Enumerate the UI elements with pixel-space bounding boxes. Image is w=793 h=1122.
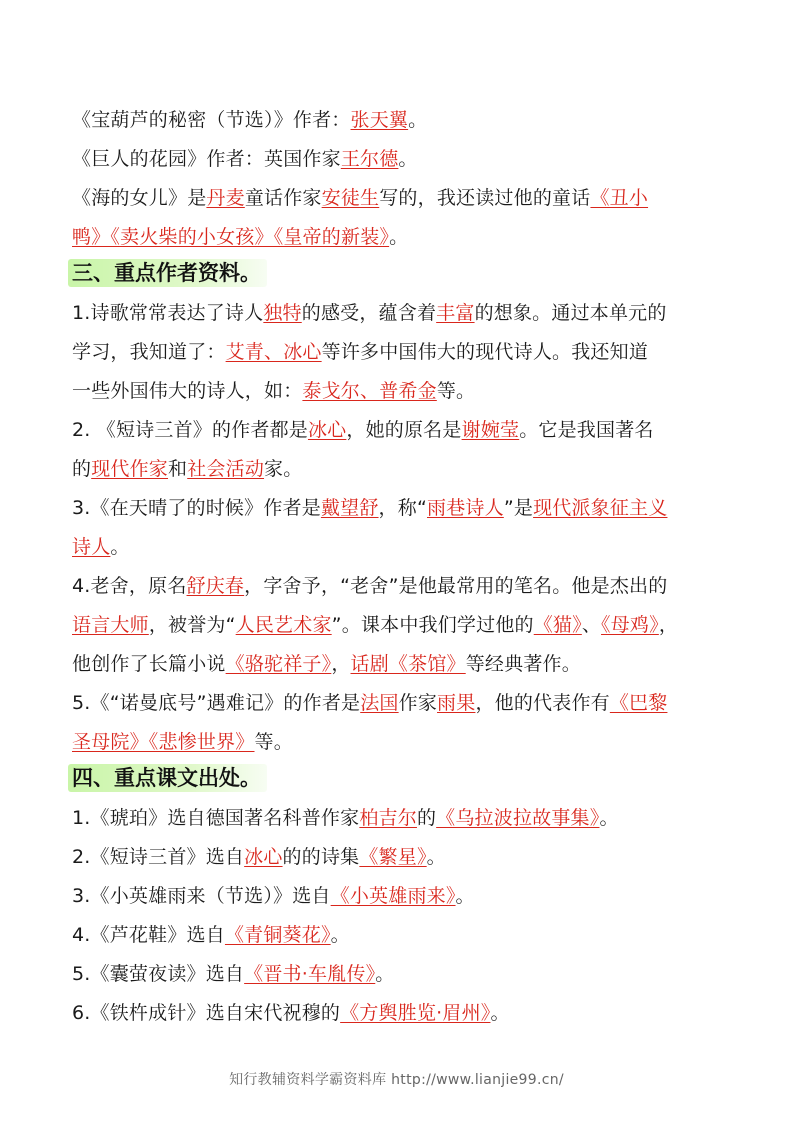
answer-text: 舒庆春 [186,575,245,597]
text-segment: 、 [581,614,602,636]
answer-text: 《骆驼祥子》 [225,653,332,675]
text-segment: 2.《短诗三首》选自 [72,846,245,868]
text-segment: ”。课本中我们学过他的 [331,614,534,636]
text-segment: ，他的代表作有 [475,692,610,714]
answer-text: 圣母院》《悲惨世界》 [72,731,255,753]
text-segment: 等。 [436,380,476,402]
text-segment: 的 [416,807,437,829]
text-line [72,107,724,133]
text-segment: 4.《芦花鞋》选自 [72,924,225,946]
text-line [72,573,724,599]
text-line [72,185,724,211]
answer-text: 泰戈尔、普希金 [302,380,437,402]
text-line [72,805,724,831]
answer-text: 《繁星》 [359,846,427,868]
text-line [72,339,724,365]
answer-text: 独特 [263,302,302,324]
text-line [72,883,724,909]
text-segment: 。 [110,536,130,558]
text-line [72,224,724,250]
answer-text: 冰心 [307,419,347,441]
answer-text: 雨果 [437,692,476,714]
answer-text: 语言大师 [72,614,149,636]
answer-text: 《丑小 [590,187,649,209]
text-segment: 。 [398,148,418,170]
text-segment: 的感受，蕴含着 [301,302,437,324]
text-line [72,922,724,948]
text-line [72,300,724,326]
text-segment: 和 [168,458,188,480]
section-heading-3: 三、重点作者资料。 [68,259,267,287]
answer-text: 《乌拉波拉故事集》 [436,807,600,829]
section-heading-4: 四、重点课文出处。 [68,764,267,792]
text-segment: 5.《“诺曼底号”遇难记》的作者是 [72,692,361,714]
text-segment: 。 [490,1002,510,1024]
text-line [72,729,724,755]
text-segment: 6.《铁杵成针》选自宋代祝穆的 [72,1002,341,1024]
text-line [72,844,724,870]
answer-text: 《方舆胜览·眉州》 [340,1002,491,1024]
text-segment: ，她的原名是 [346,419,462,441]
text-segment: 。 [389,226,409,248]
text-segment: 作家 [398,692,438,714]
text-line [72,534,724,560]
text-line [72,456,724,482]
text-segment: 2. 《短诗三首》的作者都是 [72,419,308,441]
text-segment: 5.《囊萤夜读》选自 [72,963,245,985]
text-segment: 。 [408,109,428,131]
answer-text: 丰富 [436,302,475,324]
answer-text: 安徒生 [321,187,380,209]
text-segment: 童话作家 [244,187,322,209]
text-line [72,612,724,638]
text-segment: ， [331,653,351,675]
text-segment: ，字舍予，“老舍”是他最常用的笔名。他是杰出的 [244,575,668,597]
text-segment: 1.诗歌常常表达了诗人 [72,302,264,324]
text-segment: 的的诗集 [282,846,360,868]
answer-text: 艾青、冰心 [225,341,322,363]
text-segment: 学习，我知道了： [72,341,226,363]
text-line [72,651,724,677]
text-segment: 3.《小英雄雨来（节选）》选自 [72,885,331,907]
text-segment: 家。 [264,458,303,480]
text-segment: ， [658,614,679,636]
text-line [72,146,724,172]
answer-text: 《晋书·车胤传》 [244,963,376,985]
answer-text: 冰心 [244,846,283,868]
text-segment: 《巨人的花园》作者：英国作家 [72,148,341,170]
text-segment: 等经典著作。 [465,653,581,675]
text-segment: 。 [426,846,446,868]
text-segment: 。它是我国著名 [519,419,654,441]
answer-text: 现代派象征主义 [533,497,668,519]
answer-text: 《小英雄雨来》 [330,885,456,907]
answer-text: 《青铜葵花》 [224,924,331,946]
text-segment: 。 [330,924,350,946]
text-segment: 。 [375,963,395,985]
text-segment: 等。 [254,731,293,753]
text-line [72,495,724,521]
answer-text: 张天翼 [350,109,409,131]
answer-text: 法国 [360,692,399,714]
answer-text: 谢婉莹 [461,419,520,441]
footer-watermark: 知行教辅资料学霸资料库 http://www.lianjie99.cn/ [229,1072,564,1088]
answer-text: 戴望舒 [320,497,379,519]
answer-text: 话剧《茶馆》 [350,653,466,675]
answer-text: 雨巷诗人 [427,497,504,519]
text-line [72,378,724,404]
text-segment: 《宝葫芦的秘密（节选）》作者： [72,109,351,131]
text-segment: 等许多中国伟大的现代诗人。我还知道 [321,341,649,363]
answer-text: 人民艺术家 [235,614,332,636]
answer-text: 鸭》《卖火柴的小女孩》《皇帝的新装》 [72,226,390,248]
text-line [72,1000,724,1026]
text-segment: 。 [599,807,619,829]
answer-text: 丹麦 [206,187,245,209]
text-segment: 写的，我还读过他的童话 [379,187,591,209]
answer-text: 诗人 [72,536,111,558]
text-segment: 《海的女儿》是 [72,187,207,209]
text-segment: 。 [455,885,475,907]
text-segment: 4.老舍，原名 [72,575,187,597]
text-segment: 的想象。通过本单元的 [474,302,667,324]
text-segment: 他创作了长篇小说 [72,653,226,675]
text-segment: 3.《在天晴了的时候》作者是 [72,497,321,519]
answer-text: 王尔德 [340,148,399,170]
text-segment: 一些外国伟大的诗人，如： [72,380,303,402]
answer-text: 《猫》 [533,614,582,636]
answer-text: 社会活动 [187,458,265,480]
answer-text: 现代作家 [91,458,169,480]
answer-text: 《母鸡》 [601,614,659,636]
text-segment: 1.《琥珀》选自德国著名科普作家 [72,807,360,829]
text-segment: 的 [72,458,92,480]
text-line [72,690,724,716]
answer-text: 柏吉尔 [359,807,417,829]
text-segment: ，称“ [378,497,427,519]
text-line [72,961,724,987]
answer-text: 《巴黎 [609,692,668,714]
text-line [72,417,724,443]
text-segment: ，被誉为“ [148,614,236,636]
text-segment: ”是 [503,497,534,519]
